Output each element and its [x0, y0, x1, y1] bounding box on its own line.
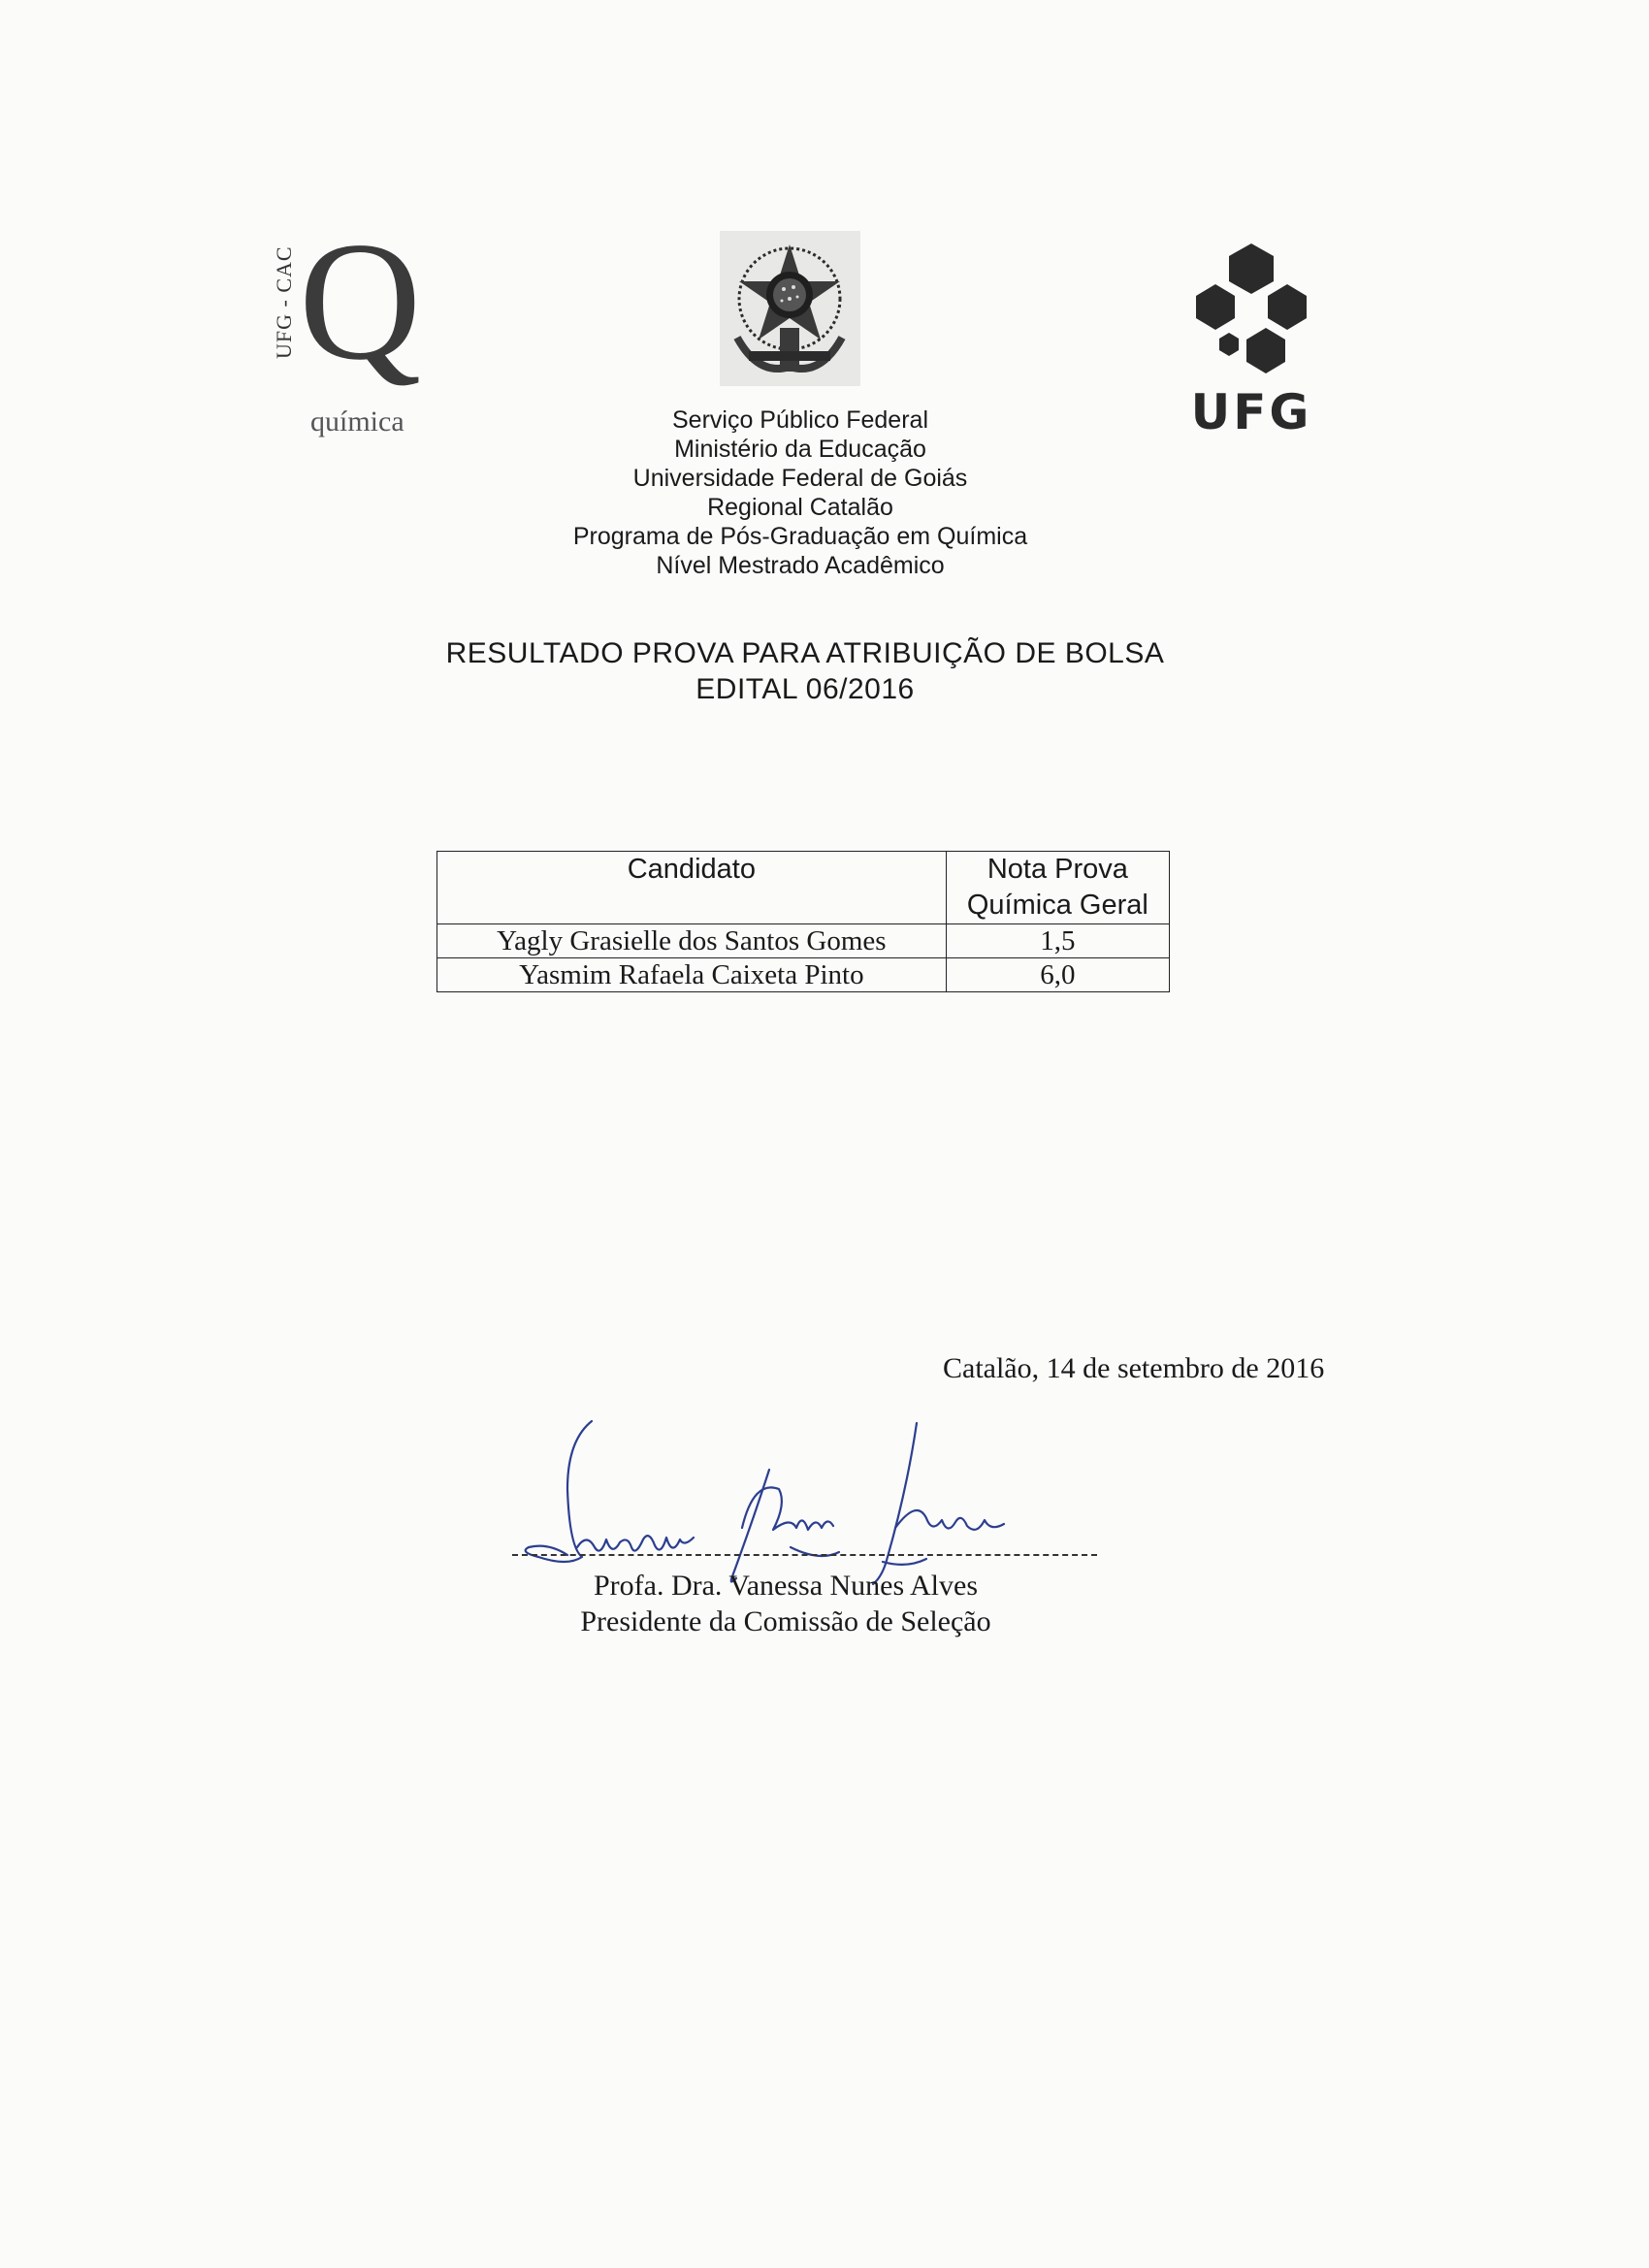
brazil-coat-of-arms-icon: [720, 231, 860, 386]
candidate-grade: 6,0: [946, 958, 1169, 992]
header-line: Ministério da Educação: [674, 436, 926, 463]
candidate-name: Yasmim Rafaela Caixeta Pinto: [437, 958, 947, 992]
signer-name: Profa. Dra. Vanessa Nunes Alves: [593, 1570, 979, 1602]
header-grade-line-1: Nota Prova: [986, 854, 1128, 885]
header-candidate: Candidato: [437, 852, 947, 924]
signer-role: Presidente da Comissão de Seleção: [580, 1605, 991, 1637]
signer-block: [524, 1568, 1048, 1639]
title-line-2: EDITAL 06/2016: [695, 673, 915, 705]
table-row: [437, 924, 1170, 958]
results-table: [436, 851, 1170, 992]
candidate-grade: 1,5: [946, 924, 1169, 958]
ufg-logo-text: UFG: [1190, 384, 1312, 440]
signature-line: [512, 1554, 1097, 1556]
quimica-logo: [272, 207, 466, 441]
header-line: Nível Mestrado Acadêmico: [656, 552, 945, 579]
candidate-name: Yagly Grasielle dos Santos Gomes: [437, 924, 947, 958]
logo-vertical-text: UFG - CAC: [272, 245, 296, 359]
header-line: Universidade Federal de Goiás: [632, 465, 968, 492]
header-grade: [946, 852, 1169, 924]
ufg-logo: [1179, 241, 1324, 444]
header-line: Serviço Público Federal: [671, 406, 928, 434]
header-line: Programa de Pós-Graduação em Química: [572, 523, 1028, 550]
document-title: [369, 635, 1242, 707]
ufg-hexagons-icon: [1179, 241, 1324, 386]
date-line: Catalão, 14 de setembro de 2016: [943, 1352, 1325, 1384]
header-grade-line-2: Química Geral: [966, 890, 1148, 921]
institution-header: [485, 405, 1116, 580]
logo-word: química: [310, 405, 404, 437]
title-line-1: RESULTADO PROVA PARA ATRIBUIÇÃO DE BOLSA: [445, 637, 1165, 669]
header-line: Regional Catalão: [707, 494, 893, 521]
table-row: [437, 958, 1170, 992]
table-header-row: [437, 852, 1170, 924]
logo-q-letter: Q: [299, 207, 422, 395]
